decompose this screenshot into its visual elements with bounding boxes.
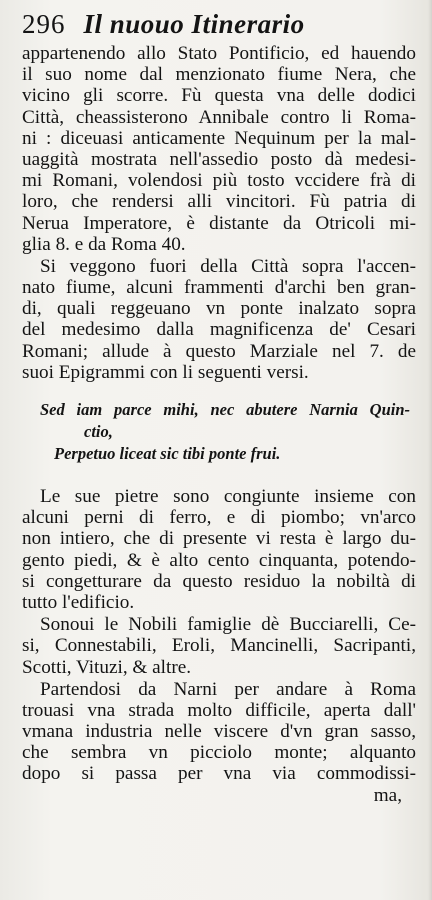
- text-line: nato fiume, alcuni frammenti d'archi ben gran-: [22, 277, 416, 299]
- verse-line: Perpetuo liceat sic tibi ponte frui.: [54, 444, 281, 463]
- paragraph-5: [22, 679, 416, 806]
- text-line: loro, che rendersi alli vincitori. Fù patria di: [22, 191, 416, 213]
- paragraph-2: [22, 256, 416, 383]
- verse-quotation: [22, 399, 416, 465]
- text-line: appartenendo allo Stato Pontificio, ed hauendo: [22, 43, 416, 64]
- text-line: vmana industria nelle viscere d'vn gran sasso,: [22, 721, 416, 743]
- page-number: 296: [22, 9, 66, 39]
- verse-line: Sed iam parce mihi, nec abutere Narnia Quin-: [40, 400, 410, 419]
- page-edge-shadow: [428, 0, 432, 900]
- text-line: Sonoui le Nobili famiglie dè Bucciarelli, Ce-: [40, 614, 416, 636]
- text-line: Romani; allude à questo Marziale nel 7. de: [22, 340, 416, 362]
- text-line: che sembra vn picciolo monte; alquanto: [22, 742, 416, 764]
- text-line: uaggità mostrata nell'assedio posto dà medesi-: [22, 148, 416, 170]
- text-line: mi Romani, volendosi più tosto vccidere frà di: [22, 170, 416, 192]
- text-line: alcuni perni di ferro, e di piombo; vn'arco: [22, 507, 416, 529]
- text-line: del medesimo dalla magnificenza de' Cesari: [22, 319, 416, 341]
- paragraph-1: [22, 43, 416, 255]
- text-line: il suo nome dal menzionato fiume Nera, che: [22, 64, 416, 86]
- text-line: tutto l'edificio.: [22, 591, 135, 613]
- text-line: si, Connestabili, Eroli, Mancinelli, Sacripanti,: [22, 635, 416, 657]
- text-line: ni : diceuasi anticamente Nequinum per la mal-: [22, 127, 416, 149]
- text-line: Scotti, Vituzi, & altre.: [22, 656, 192, 678]
- paragraph-4: [22, 614, 416, 678]
- text-line: dopo si passa per vna via commodissi-: [22, 763, 416, 785]
- text-line: trouasi vna strada molto difficile, aperta dall': [22, 699, 416, 721]
- text-line: Nerua Imperatore, è distante da Otricoli mi-: [22, 212, 416, 234]
- text-line: si congetturare da questo residuo la nobiltà di: [22, 570, 416, 592]
- text-line: suoi Epigrammi con li seguenti versi.: [22, 361, 309, 383]
- text-line: Si veggono fuori della Città sopra l'accen-: [40, 255, 416, 277]
- catchword: ma,: [373, 784, 402, 806]
- text-line: Città, cheassisterono Annibale contro li Roma-: [22, 106, 416, 128]
- text-line: Partendosi da Narni per andare à Roma: [40, 678, 416, 700]
- text-line: Le sue pietre sono congiunte insieme con: [40, 486, 416, 507]
- verse-line: ctio,: [84, 422, 113, 441]
- running-head: Il nuouo Itinerario: [83, 9, 305, 39]
- text-line: di, quali reggeuano vn ponte inalzato sopra: [22, 298, 416, 320]
- text-line: glia 8. e da Roma 40.: [22, 233, 186, 255]
- text-line: gento piedi, & è alto cento cinquanta, potendo-: [22, 549, 416, 571]
- text-line: non intiero, che di presente vi resta è largo du-: [22, 528, 416, 550]
- text-line: vicino gli scorre. Fù questa vna delle dodici: [22, 85, 416, 107]
- page-header: [22, 6, 416, 42]
- paragraph-3: [22, 486, 416, 613]
